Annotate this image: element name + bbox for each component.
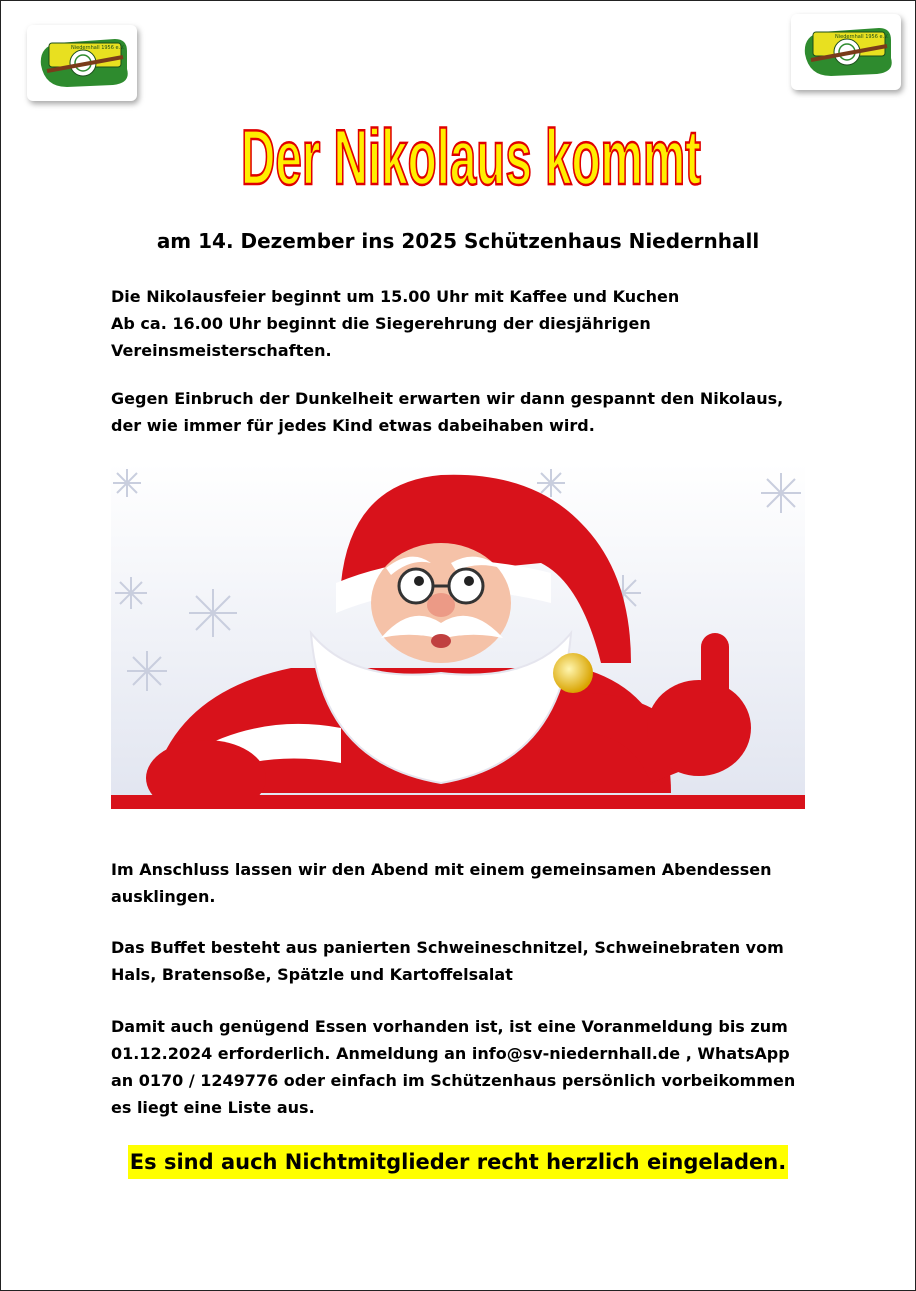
club-logo-icon bbox=[791, 14, 901, 90]
santa-illustration bbox=[111, 463, 805, 831]
text-line: Vereinsmeisterschaften. bbox=[111, 341, 332, 360]
text-line: Im Anschluss lassen wir den Abend mit einem gemeinsamen Abendessen bbox=[111, 860, 772, 879]
santa-claus-icon bbox=[111, 463, 805, 831]
paragraph-buffet bbox=[111, 934, 811, 988]
headline-text: Der Nikolaus kommt bbox=[241, 113, 702, 201]
paragraph-schedule bbox=[111, 283, 811, 364]
event-subtitle: am 14. Dezember ins 2025 Schützenhaus Niedernhall bbox=[156, 229, 760, 253]
text-line: an 0170 / 1249776 oder einfach im Schützenhaus persönlich vorbeikommen bbox=[111, 1071, 796, 1090]
text-line: Die Nikolausfeier beginnt um 15.00 Uhr mit Kaffee und Kuchen bbox=[111, 287, 680, 306]
club-logo-icon bbox=[27, 25, 137, 101]
headline bbox=[221, 109, 721, 209]
text-line: Damit auch genügend Essen vorhanden ist, ist eine Voranmeldung bis zum bbox=[111, 1017, 788, 1036]
paragraph-registration bbox=[111, 1013, 811, 1121]
text-line: ausklingen. bbox=[111, 887, 216, 906]
club-logo-right bbox=[791, 14, 901, 90]
svg-text:Niedernhall 1956 e.V.: Niedernhall 1956 e.V. bbox=[835, 34, 889, 40]
svg-text:Niedernhall 1956 e.V.: Niedernhall 1956 e.V. bbox=[71, 45, 125, 51]
text-line: es liegt eine Liste aus. bbox=[111, 1098, 315, 1117]
text-line: Ab ca. 16.00 Uhr beginnt die Siegerehrung der diesjährigen bbox=[111, 314, 651, 333]
text-line: Das Buffet besteht aus panierten Schweineschnitzel, Schweinebraten vom bbox=[111, 938, 784, 957]
text-line: der wie immer für jedes Kind etwas dabeihaben wird. bbox=[111, 416, 595, 435]
paragraph-dinner bbox=[111, 856, 811, 910]
text-line: 01.12.2024 erforderlich. Anmeldung an info@sv-niedernhall.de , WhatsApp bbox=[111, 1044, 790, 1063]
invitation-text: Es sind auch Nichtmitglieder recht herzlich eingeladen. bbox=[128, 1145, 788, 1179]
paragraph-nikolaus bbox=[111, 385, 811, 439]
invitation-banner bbox=[1, 1145, 915, 1179]
text-line: Gegen Einbruch der Dunkelheit erwarten wir dann gespannt den Nikolaus, bbox=[111, 389, 784, 408]
text-line: Hals, Bratensoße, Spätzle und Kartoffelsalat bbox=[111, 965, 513, 984]
club-logo-left bbox=[27, 25, 137, 101]
